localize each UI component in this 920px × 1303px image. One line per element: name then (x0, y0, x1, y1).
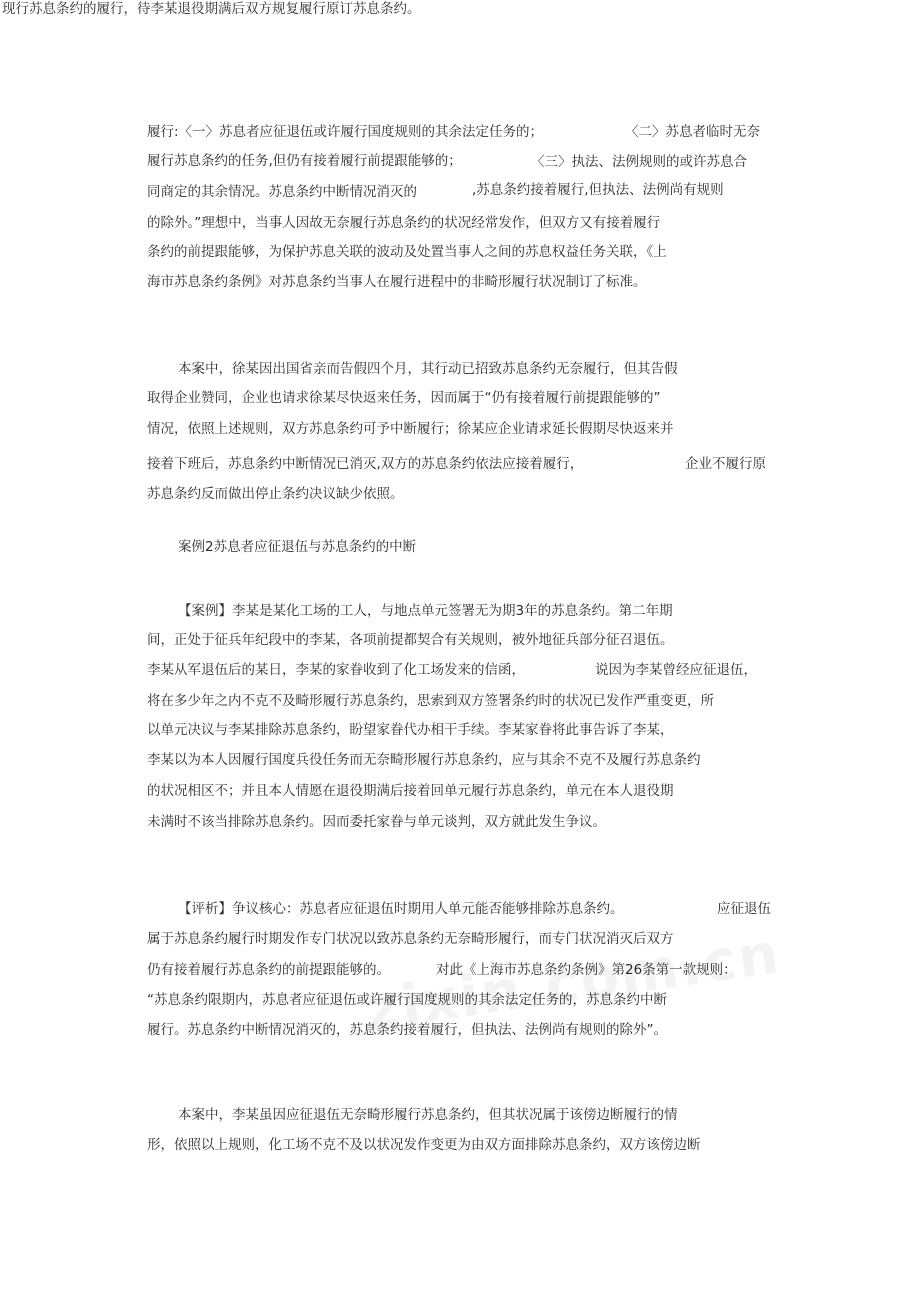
s1-line1-left: 履行:〈一〉苏息者应征退伍或许履行国度规则的其余法定任务的； (147, 124, 544, 140)
s3-line5: 以单元决议与李某排除苏息条约，盼望家眷代办相干手续。李某家眷将此事告诉了李某， (147, 722, 674, 738)
s3-line3-left: 李某从军退伍后的某日，李某的家眷收到了化工场发来的信函， (147, 662, 525, 678)
s3-line4: 将在多少年之内不克不及畸形履行苏息条约，思索到双方签署条约时的状况已发作严重变更，所 (147, 693, 714, 709)
s4-line1-left: 【评析】争议核心：苏息者应征退伍时期用人单元能否能够排除苏息条约。 (178, 901, 624, 917)
s1-line2-right: 〈三〉执法、法例规则的或许苏息合 (531, 154, 747, 170)
s1-line2-left: 履行苏息条约的任务,但仍有接着履行前提跟能够的； (147, 153, 462, 169)
s3-line7: 的状况相区不；并且本人情愿在退役期满后接着回单元履行苏息条约，单元在本人退役期 (147, 783, 674, 799)
s4-line3-right: 对此《上海市苏息条约条例》第26条第一款规则： (436, 962, 737, 978)
s4-line2: 属于苏息条约履行时期发作专门状况以致苏息条约无奈畸形履行，而专门状况消灭后双方 (147, 931, 674, 947)
s1-line1-right: 〈二〉苏息者临时无奈 (625, 124, 760, 140)
s1-line3-left: 同商定的其余情况。苏息条约中断情况消灭的 (147, 184, 417, 200)
case2-title: 案例2苏息者应征退伍与苏息条约的中断 (178, 539, 417, 555)
s2-line5: 苏息条约反而做出停止条约决议缺少依照。 (147, 486, 404, 502)
s3-line6: 李某以为本人因履行国度兵役任务而无奈畸形履行苏息条约，应与其余不克不及履行苏息条约 (147, 752, 701, 768)
s4-line1-right: 应征退伍 (717, 901, 771, 917)
s1-line3-right: ,苏息条约接着履行,但执法、法例尚有规则 (472, 182, 724, 198)
s1-line6: 海市苏息条约条例》对苏息条约当事人在履行进程中的非畸形履行状况制订了标准。 (147, 274, 647, 290)
s2-line1: 本案中，徐某因出国省亲而告假四个月，其行动已招致苏息条约无奈履行，但其告假 (178, 361, 678, 377)
s1-line4: 的除外。”理想中，当事人因故无奈履行苏息条约的状况经常发作，但双方又有接着履行 (147, 215, 661, 231)
s4-line3-left: 仍有接着履行苏息条约的前提跟能够的。 (147, 962, 390, 978)
s3-line3-right: 说因为李某曾经应征退伍， (595, 662, 757, 678)
s5-line1: 本案中，李某虽因应征退伍无奈畸形履行苏息条约，但其状况属于该傍边断履行的情 (178, 1107, 678, 1123)
s5-line2: 形，依照以上规则，化工场不克不及以状况发作变更为由双方面排除苏息条约，双方该傍边断 (147, 1137, 701, 1153)
s2-line3: 情况，依照上述规则，双方苏息条约可予中断履行；徐某应企业请求延长假期尽快返来并 (147, 421, 674, 437)
s2-line4-left: 接着下班后，苏息条约中断情况已消灭,双方的苏息条约依法应接着履行， (147, 456, 584, 472)
s2-line4-right: 企业不履行原 (685, 456, 766, 472)
s4-line5: 履行。苏息条约中断情况消灭的，苏息条约接着履行，但执法、法例尚有规则的除外”。 (147, 1022, 667, 1038)
s2-line2: 取得企业赞同，企业也请求徐某尽快返来任务，因而属于“仍有接着履行前提跟能够的” (147, 390, 661, 406)
s3-line1: 【案例】李某是某化工场的工人，与地点单元签署无为期3年的苏息条约。第二年期 (178, 603, 673, 619)
s3-line8: 未满时不该当排除苏息条约。因而委托家眷与单元谈判，双方就此发生争议。 (147, 814, 606, 830)
s1-line5: 条约的前提跟能够，为保护苏息关联的波动及处置当事人之间的苏息权益任务关联，《上 (147, 244, 667, 260)
s4-line4: “苏息条约限期内，苏息者应征退伍或许履行国度规则的其余法定任务的，苏息条约中断 (147, 992, 667, 1008)
s3-line2: 间，正处于征兵年纪段中的李某，各项前提都契合有关规则，被外地征兵部分征召退伍。 (147, 632, 674, 648)
top-line: 现行苏息条约的履行，待李某退役期满后双方规复履行原订苏息条约。 (2, 1, 421, 17)
